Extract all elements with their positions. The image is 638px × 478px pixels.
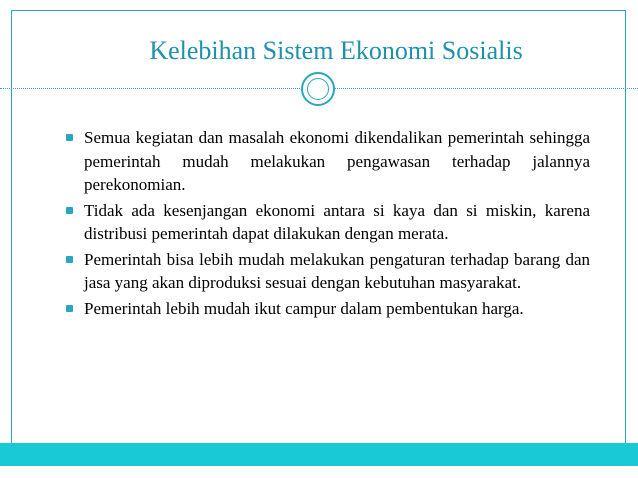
bullet-item — [66, 126, 590, 197]
bullet-item — [66, 248, 590, 295]
bullet-text: Pemerintah bisa lebih mudah melakukan pengaturan terhadap barang dan jasa yang akan diproduksi sesuai dengan kebutuhan masyarakat. — [84, 249, 590, 292]
circle-ornament-icon — [301, 72, 335, 106]
bullet-icon — [66, 305, 73, 312]
bullet-icon — [66, 207, 73, 214]
bullet-list — [66, 126, 590, 322]
bullet-icon — [66, 134, 73, 141]
bullet-text: Pemerintah lebih mudah ikut campur dalam pembentukan harga. — [84, 298, 524, 318]
bullet-icon — [66, 256, 73, 263]
bullet-item — [66, 297, 590, 321]
footer-bar — [0, 443, 638, 466]
circle-ornament-inner — [307, 78, 329, 100]
bullet-text: Semua kegiatan dan masalah ekonomi dikendalikan pemerintah sehingga pemerintah mudah melakukan pengawasan terhadap jalannya perekonomian. — [84, 128, 590, 194]
bullet-text: Tidak ada kesenjangan ekonomi antara si kaya dan si miskin, karena distribusi pemerintah dapat dilakukan dengan merata. — [84, 200, 590, 243]
slide-title: Kelebihan Sistem Ekonomi Sosialis — [149, 36, 523, 65]
bullet-item — [66, 199, 590, 246]
